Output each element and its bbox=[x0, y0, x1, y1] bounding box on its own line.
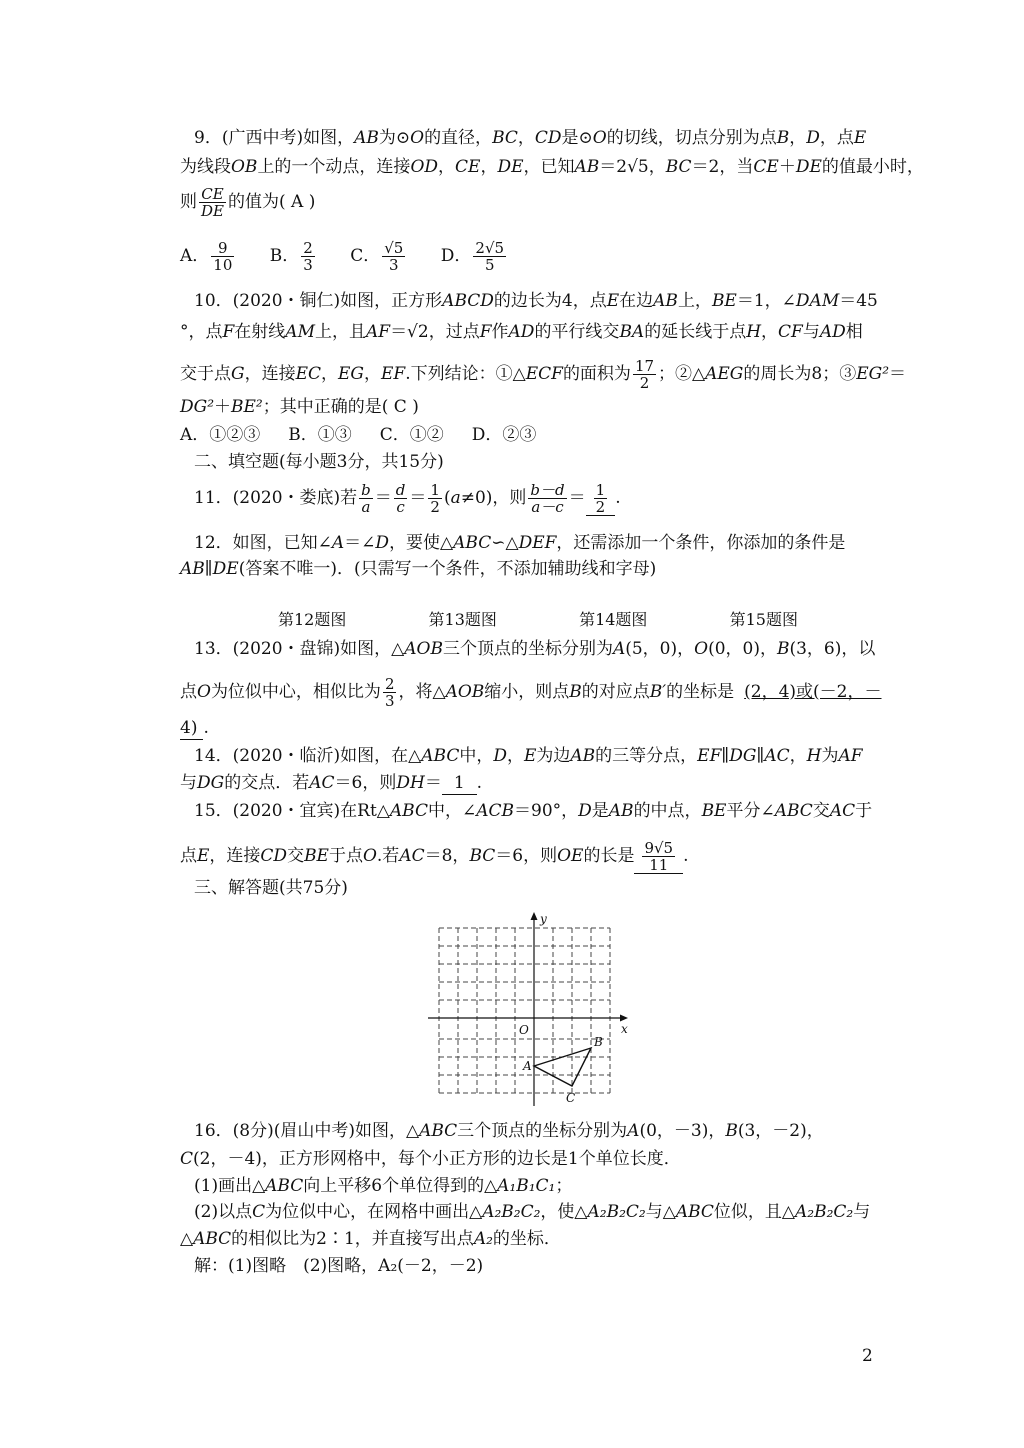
q16-part1: (1)画出△ABC向上平移6个单位得到的△A₁B₁C₁； bbox=[194, 1176, 573, 1196]
q16-solution: 解：(1)图略 (2)图略，A₂(－2，－2) bbox=[194, 1256, 484, 1276]
q16-line2: C(2，－4)，正方形网格中，每个小正方形的边长是1个单位长度． bbox=[180, 1149, 681, 1169]
point-a-label: A bbox=[523, 1059, 532, 1073]
q10-line3: 交于点G，连接EC，EG，EF.下列结论：①△ECF的面积为 $\frac{17}{2}$ ；②△AEG的周长为8；③EG²＝ bbox=[180, 357, 907, 392]
q15-line2: 点E，连接CD交BE于点O.若AC＝8，BC＝6，则OE的长是 $\frac{9√5}{11}$ . bbox=[180, 839, 689, 874]
q10-line4: DG²＋BE²；其中正确的是( C ) bbox=[180, 397, 419, 417]
q14-line1: 14．(2020・临沂)如图，在△ABC中，D，E为边AB的三等分点，EF∥DG∥AC，H为AF bbox=[194, 746, 863, 766]
section-3-heading: 三、解答题(共75分) bbox=[194, 878, 348, 898]
q11: 11．(2020・娄底)若 $\frac{b}{a}$ ＝ $\frac{d}{c}$ ＝ $\frac{1}{2}$ (a≠0)，则 $\frac{b-d}{a-c}$ ＝ $\frac{1}{2}$ . bbox=[194, 481, 621, 516]
q9-options: A． $\frac{9}{10}$ B． $\frac{2}{3}$ C． $\frac{√5}{3}$ D． $\frac{2√5}{5}$ bbox=[180, 239, 505, 274]
page-number: 2 bbox=[862, 1346, 873, 1366]
fraction: $\frac{CE}{DE}$ bbox=[201, 185, 224, 220]
x-axis-label: x bbox=[621, 1022, 628, 1036]
q13-line1: 13．(2020・盘锦)如图，△AOB三个顶点的坐标分别为A(5，0)，O(0，0)，B(3，6)，以 bbox=[194, 639, 876, 659]
q9-line2: 为线段OB上的一个动点，连接OD，CE，DE，已知AB＝2√5，BC＝2，当CE＋DE的值最小时， bbox=[180, 157, 924, 177]
q13-line3: 4) . bbox=[180, 718, 209, 738]
caption-q12: 第12题图 bbox=[278, 610, 347, 629]
q14-line2: 与DG的交点．若AC＝6，则DH＝ 1 . bbox=[180, 773, 483, 793]
y-axis-arrow bbox=[531, 912, 538, 920]
section-2-heading: 二、填空题(每小题3分，共15分) bbox=[194, 452, 444, 472]
q10-line1: 10．(2020・铜仁)如图，正方形ABCD的边长为4，点E在边AB上，BE＝1，∠DAM＝45 bbox=[194, 291, 878, 311]
figure-captions bbox=[278, 607, 798, 630]
coordinate-grid-figure bbox=[424, 906, 644, 1106]
triangle-abc bbox=[534, 1048, 591, 1086]
q9-line1: 9．(广西中考)如图，AB为⊙O的直径，BC，CD是⊙O的切线，切点分别为点B，D，点E bbox=[194, 128, 867, 148]
q12-line1: 12．如图，已知∠A＝∠D，要使△ABC∽△DEF，还需添加一个条件，你添加的条件是 bbox=[194, 533, 846, 553]
x-axis-arrow bbox=[620, 1015, 628, 1022]
caption-q15: 第15题图 bbox=[729, 610, 798, 629]
q13-line2: 点O为位似中心，相似比为 $\frac{2}{3}$ ，将△AOB缩小，则点B的对应点B′的坐标是 (2，4)或(－2，－ bbox=[180, 675, 882, 710]
q15-line1: 15．(2020・宜宾)在Rt△ABC中，∠ACB＝90°，D是AB的中点，BE平分∠ABC交AC于 bbox=[194, 801, 873, 821]
q10-options: A．①②③ B．①③ C．①② D．②③ bbox=[180, 425, 537, 445]
caption-q13: 第13题图 bbox=[428, 610, 497, 629]
q10-line2: °，点F在射线AM上，且AF＝√2，过点F作AD的平行线交BA的延长线于点H，CF与AD相 bbox=[180, 322, 863, 342]
q16-part2-cont: △ABC的相似比为2∶1，并直接写出点A₂的坐标． bbox=[180, 1229, 561, 1249]
point-c-label: C bbox=[566, 1091, 576, 1105]
q12-line2: AB∥DE(答案不唯一)．(只需写一个条件，不添加辅助线和字母) bbox=[180, 559, 657, 579]
q16-part2: (2)以点C为位似中心，在网格中画出△A₂B₂C₂，使△A₂B₂C₂与△ABC位似，且△A₂B₂C₂与 bbox=[194, 1202, 871, 1222]
point-b-label: B bbox=[594, 1035, 603, 1049]
y-axis-label: y bbox=[540, 912, 547, 926]
origin-label: O bbox=[519, 1023, 529, 1037]
q9-line3: 则 $\frac{CE}{DE}$ 的值为( A ) bbox=[180, 185, 316, 220]
q16-line1: 16．(8分)(眉山中考)如图，△ABC三个顶点的坐标分别为A(0，－3)，B(3，－2)， bbox=[194, 1121, 824, 1141]
caption-q14: 第14题图 bbox=[579, 610, 648, 629]
